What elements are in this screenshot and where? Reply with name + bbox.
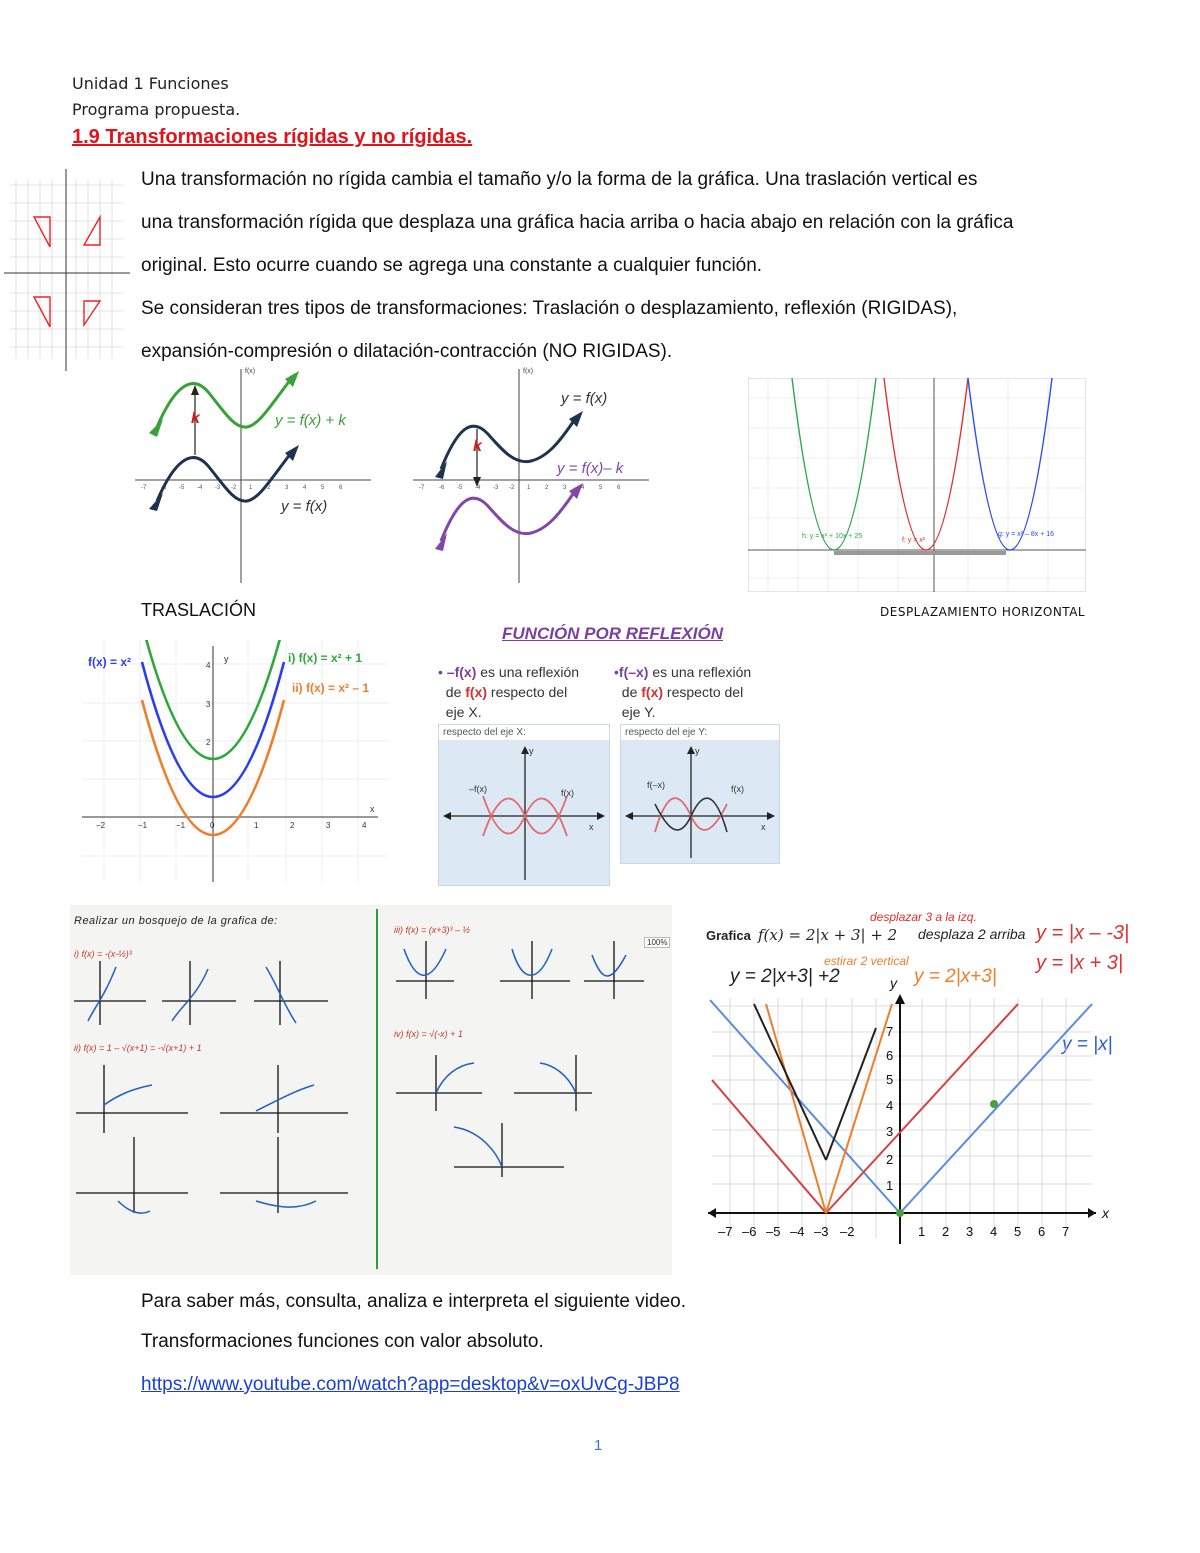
sketch-item-iii: iii) f(x) = (x+3)³ – ½	[394, 925, 471, 935]
abs-eq-3: y = 2|x+3| +2	[730, 966, 840, 987]
blue-parabola-label: g: y = x² – 8x + 16	[998, 531, 1055, 538]
svg-text:2: 2	[545, 485, 549, 491]
eq-original: y = f(x)	[281, 498, 328, 515]
video-link[interactable]: https://www.youtube.com/watch?app=desktop&v=oxUvCg-JBP8	[141, 1374, 680, 1395]
parabola-ii-label: ii) f(x) = x² – 1	[292, 681, 370, 695]
vertical-shift-up-figure	[135, 365, 375, 585]
svg-text:-5: -5	[457, 485, 463, 491]
svg-text:6: 6	[617, 485, 621, 491]
x-tag: x	[761, 822, 766, 832]
abs-y-axis-label: y	[890, 975, 897, 991]
abs-eq-5: y = |x|	[1062, 1034, 1113, 1055]
f-negx-label: f(–x)	[618, 664, 649, 680]
page-number: 1	[594, 1437, 603, 1454]
svg-text:-3: -3	[493, 485, 499, 491]
reflection-x-text: • –f(x) es una reflexión de f(x) respecto del eje X.	[438, 664, 580, 720]
eq-shifted: y = f(x)– k	[557, 460, 624, 477]
k-label: k	[191, 410, 200, 427]
intro-line-1: Una transformación no rígida cambia el tamaño y/o la forma de la gráfica. Una traslación vertical es	[141, 169, 978, 190]
svg-text:6: 6	[1038, 1224, 1046, 1239]
reflection-title: FUNCIÓN POR REFLEXIÓN	[502, 624, 724, 643]
intro-line-2: una transformación rígida que desplaza una gráfica hacia arriba o hacia abajo en relación con la gráfica	[141, 212, 1014, 233]
svg-text:2: 2	[886, 1152, 894, 1167]
reflection-x-graph	[439, 740, 609, 882]
abs-note-shift: desplaza 2 arriba	[918, 926, 1026, 942]
svg-text:4: 4	[362, 821, 367, 830]
text-span: es una reflexión	[476, 664, 580, 680]
parabola-i-label: i) f(x) = x² + 1	[288, 651, 363, 665]
y-tag: y	[529, 746, 534, 756]
svg-text:−1: −1	[138, 821, 148, 830]
text-span: respecto del	[663, 684, 744, 700]
svg-text:3: 3	[886, 1124, 894, 1139]
svg-text:2: 2	[290, 821, 295, 830]
sketch-item-i: i) f(x) = -(x-½)³	[74, 949, 132, 959]
svg-text:1: 1	[254, 821, 259, 830]
svg-text:−2: −2	[96, 821, 106, 830]
svg-text:6: 6	[886, 1048, 894, 1063]
parabola-f-label: f(x) = x²	[88, 655, 132, 669]
outro-line-2: Transformaciones funciones con valor absoluto.	[141, 1331, 544, 1352]
panel-label: respecto del eje Y:	[621, 725, 779, 740]
panel-label: respecto del eje X:	[439, 725, 609, 740]
svg-text:-6: -6	[161, 485, 167, 491]
svg-text:1: 1	[249, 485, 253, 491]
svg-text:3: 3	[326, 821, 331, 830]
svg-text:1: 1	[886, 1178, 894, 1193]
abs-graph	[692, 908, 1132, 1260]
k-label: k	[473, 438, 482, 455]
eq-shifted: y = f(x) + k	[275, 412, 346, 429]
svg-text:–2: –2	[840, 1224, 855, 1239]
reflection-y-text: •f(–x) es una reflexión de f(x) respecto del eje Y.	[614, 664, 752, 720]
svg-text:-2: -2	[231, 485, 237, 491]
svg-text:-4: -4	[475, 485, 481, 491]
y-tag: y	[695, 746, 700, 756]
vertical-shift-down-figure	[413, 365, 653, 585]
horizontal-shift-figure	[748, 378, 1086, 592]
text-span: respecto del	[487, 684, 568, 700]
svg-text:5: 5	[599, 485, 603, 491]
red-parabola-label: f: y = x²	[902, 537, 926, 544]
f-tag: f(x)	[731, 784, 744, 794]
caption-horizontal: DESPLAZAMIENTO HORIZONTAL	[880, 605, 1086, 619]
neg-f-label: –f(x)	[446, 664, 477, 680]
outro-line-1: Para saber más, consulta, analiza e interpreta el siguiente video.	[141, 1291, 686, 1312]
svg-text:4: 4	[886, 1098, 894, 1113]
x-tag: x	[589, 822, 594, 832]
abs-eq-2: y = |x + 3|	[1036, 952, 1124, 974]
text-span: de	[621, 684, 642, 700]
svg-text:-7: -7	[419, 485, 425, 491]
sketch-graphs	[70, 905, 672, 1275]
text-span: es una reflexión	[648, 664, 752, 680]
svg-text:–7: –7	[718, 1224, 733, 1239]
svg-text:5: 5	[1014, 1224, 1022, 1239]
svg-text:3: 3	[966, 1224, 974, 1239]
svg-text:5: 5	[886, 1072, 894, 1087]
sketch-item-ii: ii) f(x) = 1 – √(x+1) = -√(x+1) + 1	[74, 1043, 202, 1053]
svg-text:–5: –5	[766, 1224, 781, 1239]
sketch-heading: Realizar un bosquejo de la grafica de:	[74, 915, 278, 927]
svg-text:-6: -6	[439, 485, 445, 491]
svg-text:-2: -2	[509, 485, 515, 491]
svg-text:3: 3	[206, 700, 211, 709]
header-program: Programa propuesta.	[72, 100, 241, 119]
svg-text:2: 2	[267, 485, 271, 491]
text-span: de	[445, 684, 466, 700]
parabola-vertical-shift-figure	[82, 640, 388, 882]
intro-line-3: original. Esto ocurre cuando se agrega una constante a cualquier función.	[141, 255, 763, 276]
svg-text:–3: –3	[814, 1224, 829, 1239]
svg-text:0: 0	[210, 821, 215, 830]
abs-eq-1: y = |x – -3|	[1036, 922, 1130, 944]
abs-heading: Grafica	[706, 928, 751, 943]
text-span: eje X.	[445, 704, 482, 720]
abs-note-left: desplazar 3 a la izq.	[870, 910, 977, 924]
abs-eq-4: y = 2|x+3|	[914, 966, 997, 987]
axis-label: f(x)	[245, 368, 256, 375]
sketch-item-iv: iv) f(x) = √(-x) + 1	[394, 1029, 463, 1039]
abs-x-axis-label: x	[1102, 1205, 1109, 1221]
reflection-y-graph	[621, 740, 779, 860]
svg-text:-4: -4	[197, 485, 203, 491]
svg-text:4: 4	[990, 1224, 998, 1239]
reflection-x-panel	[438, 724, 610, 886]
svg-text:6: 6	[339, 485, 343, 491]
svg-text:2: 2	[206, 738, 211, 747]
f-tag: f(x)	[561, 788, 574, 798]
svg-text:2: 2	[942, 1224, 950, 1239]
svg-text:-5: -5	[179, 485, 185, 491]
svg-text:–4: –4	[790, 1224, 805, 1239]
absolute-value-figure	[692, 908, 1132, 1260]
reflection-y-panel	[620, 724, 780, 864]
f-label: f(x)	[465, 684, 488, 700]
svg-text:4: 4	[581, 485, 585, 491]
svg-text:4: 4	[206, 661, 211, 670]
neg-f-tag: –f(x)	[469, 784, 487, 794]
eq-original: y = f(x)	[561, 390, 608, 407]
svg-text:−1: −1	[176, 821, 186, 830]
f-negx-tag: f(–x)	[647, 780, 665, 790]
abs-note-stretch: estirar 2 vertical	[824, 954, 909, 968]
triangle-reflection-grid	[4, 165, 130, 375]
y-axis-label: y	[224, 654, 229, 664]
svg-text:5: 5	[321, 485, 325, 491]
green-parabola-label: h: y = x² + 10x + 25	[802, 533, 863, 540]
intro-line-5: expansión-compresión o dilatación-contracción (NO RIGIDAS).	[141, 341, 673, 362]
caption-traslacion: TRASLACIÓN	[141, 600, 257, 620]
svg-text:7: 7	[1062, 1224, 1070, 1239]
section-title: 1.9 Transformaciones rígidas y no rígidas.	[72, 126, 473, 148]
zoom-indicator: 100%	[644, 937, 670, 948]
svg-text:4: 4	[303, 485, 307, 491]
svg-text:-3: -3	[215, 485, 221, 491]
axis-label: f(x)	[523, 368, 534, 375]
sketch-board	[70, 905, 672, 1275]
svg-text:3: 3	[285, 485, 289, 491]
svg-text:–6: –6	[742, 1224, 757, 1239]
svg-text:1: 1	[918, 1224, 926, 1239]
svg-text:3: 3	[563, 485, 567, 491]
header-unit: Unidad 1 Funciones	[72, 74, 229, 93]
abs-equation: f(x) = 2|x + 3| + 2	[758, 926, 898, 944]
f-label: f(x)	[641, 684, 664, 700]
reflection-figure	[428, 618, 790, 890]
x-axis-label: x	[370, 804, 375, 814]
svg-text:1: 1	[527, 485, 531, 491]
intro-line-4: Se consideran tres tipos de transformaciones: Traslación o desplazamiento, reflexión (RIGIDAS),	[141, 298, 958, 319]
text-span: eje Y.	[621, 704, 656, 720]
svg-text:-7: -7	[141, 485, 147, 491]
svg-text:7: 7	[886, 1024, 894, 1039]
